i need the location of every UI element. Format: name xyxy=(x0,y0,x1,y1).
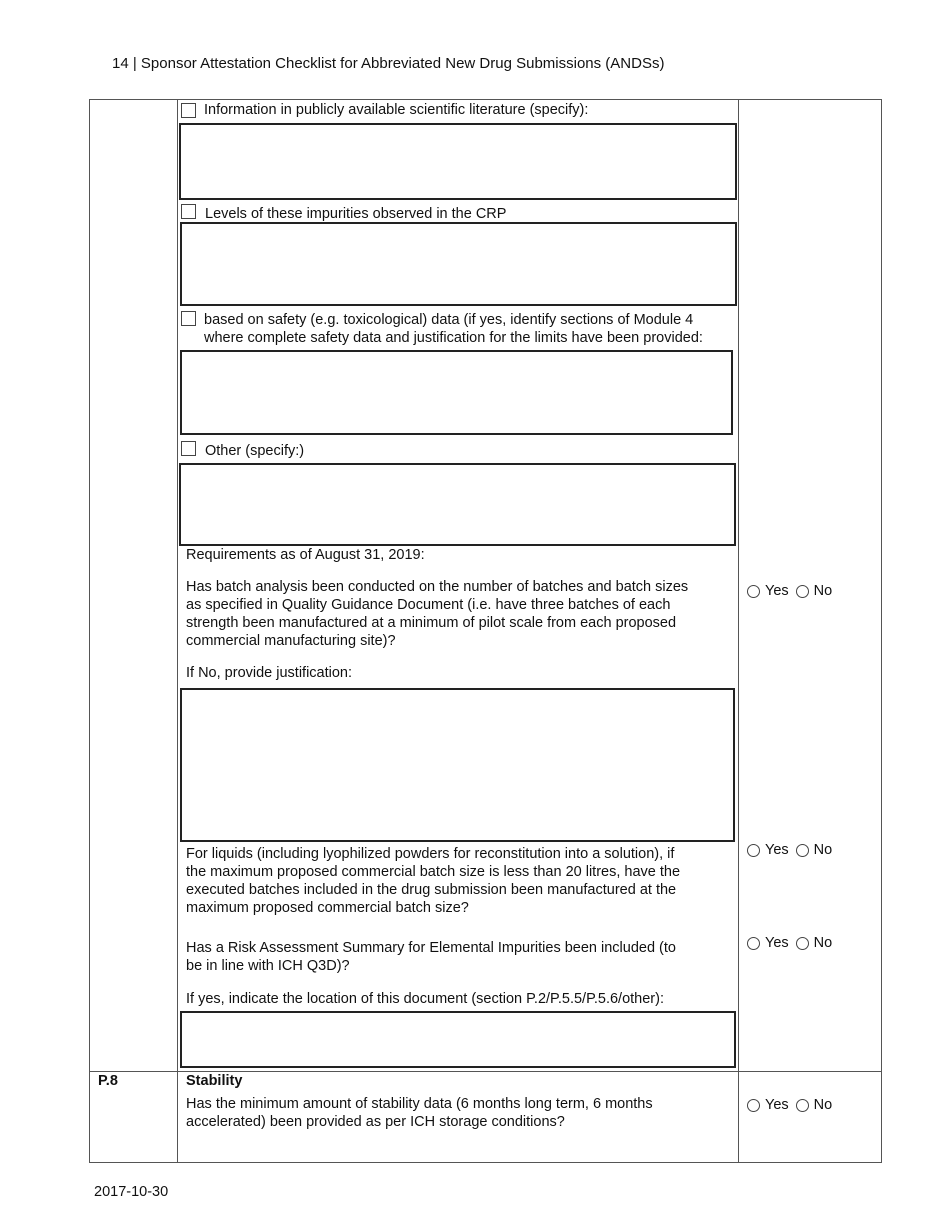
literature-text-field[interactable] xyxy=(179,123,737,200)
stability-question-line2: accelerated) been provided as per ICH storage conditions? xyxy=(186,1114,565,1130)
column-divider-2 xyxy=(738,99,739,1163)
column-divider-1 xyxy=(177,99,178,1163)
stability-question-line1: Has the minimum amount of stability data (6 months long term, 6 months xyxy=(186,1096,653,1112)
yes-label: Yes xyxy=(765,1097,789,1113)
no-label: No xyxy=(813,1097,833,1113)
section-code-p8: P.8 xyxy=(98,1073,118,1089)
risk-no-option[interactable] xyxy=(796,935,833,951)
radio-icon[interactable] xyxy=(747,844,760,857)
safety-label-line1: based on safety (e.g. toxicological) data (if yes, identify sections of Module 4 xyxy=(204,312,694,328)
location-text-field[interactable] xyxy=(180,1011,736,1068)
risk-yes-option[interactable] xyxy=(747,935,789,951)
batch-question-line2: as specified in Quality Guidance Document (i.e. have three batches of each xyxy=(186,597,671,613)
radio-icon[interactable] xyxy=(796,1099,809,1112)
safety-text-field[interactable] xyxy=(180,350,733,435)
liquids-question-line3: executed batches included in the drug submission been manufactured at the xyxy=(186,882,677,898)
crp-label: Levels of these impurities observed in the CRP xyxy=(205,206,507,222)
crp-text-field[interactable] xyxy=(180,222,737,306)
no-label: No xyxy=(813,842,833,858)
table-top-border xyxy=(89,99,882,100)
radio-icon[interactable] xyxy=(747,937,760,950)
liquids-radio-group xyxy=(747,842,839,858)
liquids-question-line2: the maximum proposed commercial batch size is less than 20 litres, have the xyxy=(186,864,681,880)
radio-icon[interactable] xyxy=(796,585,809,598)
radio-icon[interactable] xyxy=(747,1099,760,1112)
no-label: No xyxy=(813,583,833,599)
yes-label: Yes xyxy=(765,583,789,599)
page-header: 14 | Sponsor Attestation Checklist for Abbreviated New Drug Submissions (ANDSs) xyxy=(112,55,665,72)
risk-radio-group xyxy=(747,935,839,951)
radio-icon[interactable] xyxy=(747,585,760,598)
table-left-border xyxy=(89,99,90,1163)
risk-question-line2: be in line with ICH Q3D)? xyxy=(186,958,350,974)
stability-no-option[interactable] xyxy=(796,1097,833,1113)
safety-label-line2: where complete safety data and justification for the limits have been provided: xyxy=(204,330,703,346)
liquids-yes-option[interactable] xyxy=(747,842,789,858)
batch-question-line3: strength been manufactured at a minimum of pilot scale from each proposed xyxy=(186,615,677,631)
batch-radio-group xyxy=(747,583,839,599)
table-right-border xyxy=(881,99,882,1163)
literature-checkbox[interactable] xyxy=(181,103,196,118)
requirements-heading: Requirements as of August 31, 2019: xyxy=(186,547,425,563)
liquids-question-line4: maximum proposed commercial batch size? xyxy=(186,900,469,916)
batch-no-option[interactable] xyxy=(796,583,833,599)
batch-question-line4: commercial manufacturing site)? xyxy=(186,633,396,649)
justification-text-field[interactable] xyxy=(180,688,735,842)
safety-checkbox[interactable] xyxy=(181,311,196,326)
yes-label: Yes xyxy=(765,842,789,858)
yes-label: Yes xyxy=(765,935,789,951)
risk-question-line1: Has a Risk Assessment Summary for Elemental Impurities been included (to xyxy=(186,940,676,956)
location-label: If yes, indicate the location of this document (section P.2/P.5.5/P.5.6/other): xyxy=(186,991,664,1007)
no-label: No xyxy=(813,935,833,951)
liquids-question-line1: For liquids (including lyophilized powders for reconstitution into a solution), if xyxy=(186,846,675,862)
justification-label: If No, provide justification: xyxy=(186,665,353,681)
literature-label: Information in publicly available scientific literature (specify): xyxy=(204,102,589,118)
radio-icon[interactable] xyxy=(796,844,809,857)
stability-yes-option[interactable] xyxy=(747,1097,789,1113)
radio-icon[interactable] xyxy=(796,937,809,950)
other-label: Other (specify:) xyxy=(205,443,305,459)
footer-date: 2017-10-30 xyxy=(94,1184,169,1200)
section-title-stability: Stability xyxy=(186,1073,243,1089)
batch-question-line1: Has batch analysis been conducted on the number of batches and batch sizes xyxy=(186,579,689,595)
table-bottom-border xyxy=(89,1162,882,1163)
crp-checkbox[interactable] xyxy=(181,204,196,219)
stability-radio-group xyxy=(747,1097,839,1113)
liquids-no-option[interactable] xyxy=(796,842,833,858)
batch-yes-option[interactable] xyxy=(747,583,789,599)
other-checkbox[interactable] xyxy=(181,441,196,456)
other-text-field[interactable] xyxy=(179,463,736,546)
